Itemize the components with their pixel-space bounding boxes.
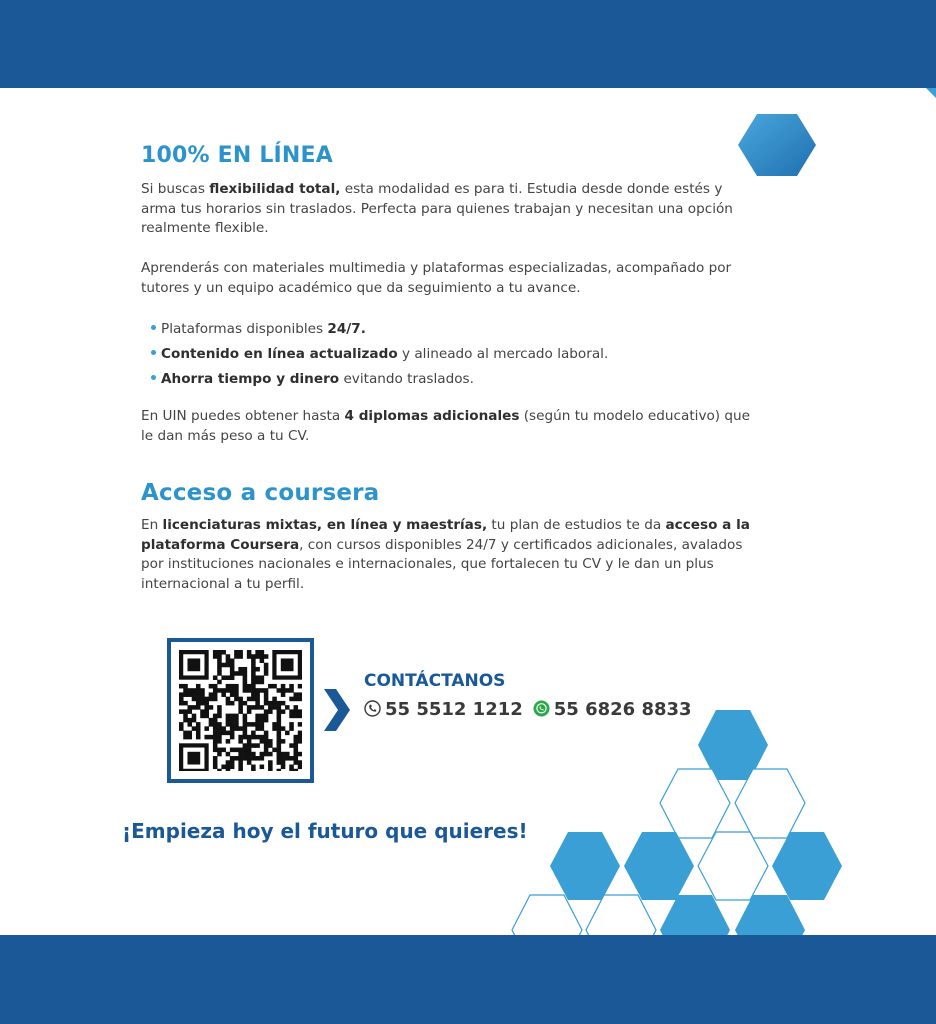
bullet-dot [151,325,156,330]
phone-number[interactable]: 55 5512 1212 [385,699,523,720]
chevron-right-icon [322,689,352,731]
contact-phones [364,699,702,722]
hexagon-outline [735,769,805,838]
hexagon-outline [586,895,656,935]
hexagon-filled [698,710,768,780]
hexagon-filled [550,832,620,900]
top-banner [0,0,936,88]
hexagon-filled [660,895,730,935]
list-item: Ahorra tiempo y dinero evitando traslados. [151,370,608,395]
hexagon-outline [512,895,582,935]
hexagon-outline [698,832,768,900]
whatsapp-icon [533,700,550,722]
call-to-action: ¡Empieza hoy el futuro que quieres! [122,819,528,843]
hexagon-filled [624,832,694,900]
section-title-online: 100% EN LÍNEA [141,143,333,168]
contact-label: CONTÁCTANOS [364,671,506,691]
section-title-coursera: Acceso a coursera [141,480,380,506]
qr-code[interactable] [167,638,314,783]
benefits-list [151,320,608,395]
bullet-dot [151,350,156,355]
online-paragraph-1: Si buscas flexibilidad total, esta modalidad es para ti. Estudia desde donde estés y arma tus horarios sin traslados. Perfecta para quienes trabajan y necesitan una opción realmente flexible. [141,181,733,237]
phone-icon [364,700,381,722]
hexagon-top-right [738,114,816,176]
bullet-dot [151,375,156,380]
hexagon-outline [660,769,730,838]
whatsapp-number[interactable]: 55 6826 8833 [553,699,692,720]
online-paragraph-3: En UIN puedes obtener hasta 4 diplomas adicionales (según tu modelo educativo) que le dan más peso a tu CV. [141,408,751,444]
list-item: Contenido en línea actualizado y alineado al mercado laboral. [151,345,608,370]
list-item: Plataformas disponibles 24/7. [151,320,608,345]
corner-accent [926,88,936,98]
hexagon-filled [735,895,805,935]
coursera-paragraph: En licenciaturas mixtas, en línea y maestrías, tu plan de estudios te da acceso a la plataforma Coursera, con cursos disponibles 24/7 y certificados adicionales, avalados por instituciones nacionales e internacionales, que fortalecen tu CV y le dan un plus internacional a tu perfil. [141,517,750,592]
bottom-banner [0,935,936,1024]
qr-code-pattern [179,650,302,771]
online-paragraph-2: Aprenderás con materiales multimedia y plataformas especializadas, acompañado por tutores y un equipo académico que da seguimiento a tu avance. [141,260,732,296]
hexagon-filled [772,832,842,900]
